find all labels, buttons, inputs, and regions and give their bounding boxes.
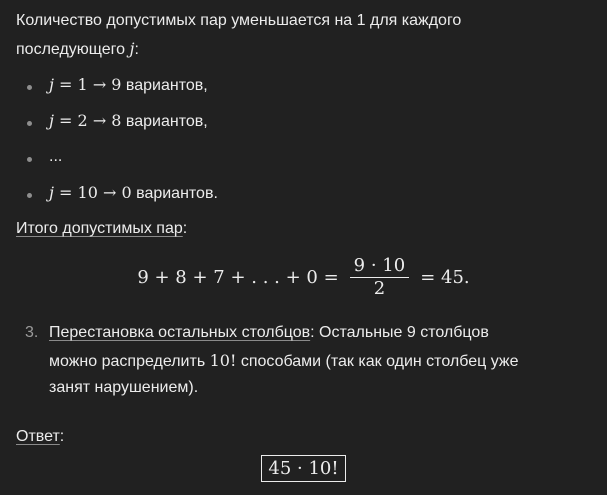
fraction-denominator: 2 xyxy=(373,278,386,299)
bullet-marker xyxy=(27,85,32,90)
step3-factorial: 10! xyxy=(209,351,237,370)
bullet-text: вариантов, xyxy=(121,113,208,130)
bullet-marker xyxy=(27,193,32,198)
total-heading xyxy=(16,217,187,241)
answer-heading xyxy=(16,425,64,449)
total-colon: : xyxy=(182,220,188,237)
intro-line-2 xyxy=(16,37,139,62)
step3-line-2 xyxy=(49,349,518,374)
step3-line-2-a: можно распределить xyxy=(49,353,210,370)
bullet-text: вариантов. xyxy=(131,185,218,202)
bullet-item-1 xyxy=(49,73,208,98)
bullet-var: j xyxy=(49,111,54,130)
bullet-text: вариантов, xyxy=(121,77,208,94)
step3-line-2-b: способами (так как один столбец уже xyxy=(236,353,519,370)
formula-rhs: = 45. xyxy=(420,267,470,288)
bullet-item-4 xyxy=(49,181,218,206)
intro-colon: : xyxy=(134,41,139,58)
formula-lhs: 9 + 8 + 7 + . . . + 0 = xyxy=(137,267,339,288)
answer-box-row xyxy=(0,455,607,482)
fraction-numerator: 9 · 10 xyxy=(353,255,406,276)
answer-colon: : xyxy=(59,428,65,445)
step-number: 3. xyxy=(25,324,39,341)
bullet-text: ... xyxy=(49,148,63,165)
bullet-item-2 xyxy=(49,109,208,134)
bullet-var: j xyxy=(49,183,54,202)
bullet-expr: = 2 → 8 xyxy=(53,111,122,130)
step3-line-1 xyxy=(49,321,489,345)
step3-line-3: занят нарушением). xyxy=(49,379,199,396)
formula-fraction xyxy=(350,255,410,300)
bullet-expr: = 1 → 9 xyxy=(53,75,122,94)
intro-line-2-text: последующего xyxy=(16,41,130,58)
step3-title: Перестановка остальных столбцов xyxy=(49,324,311,341)
bullet-item-3 xyxy=(49,145,62,169)
bullet-expr: = 10 → 0 xyxy=(53,183,132,202)
intro-variable-j: j xyxy=(129,39,135,58)
answer-value: 45 · 10! xyxy=(261,455,345,482)
answer-label: Ответ xyxy=(16,428,60,445)
intro-line-1: Количество допустимых пар уменьшается на 1 для каждого xyxy=(16,12,462,29)
sum-formula xyxy=(0,255,607,300)
step3-line-1-rest: : Остальные 9 столбцов xyxy=(310,324,489,341)
bullet-marker xyxy=(27,157,32,162)
total-label: Итого допустимых пар xyxy=(16,220,183,237)
bullet-var: j xyxy=(49,75,54,94)
bullet-marker xyxy=(27,121,32,126)
